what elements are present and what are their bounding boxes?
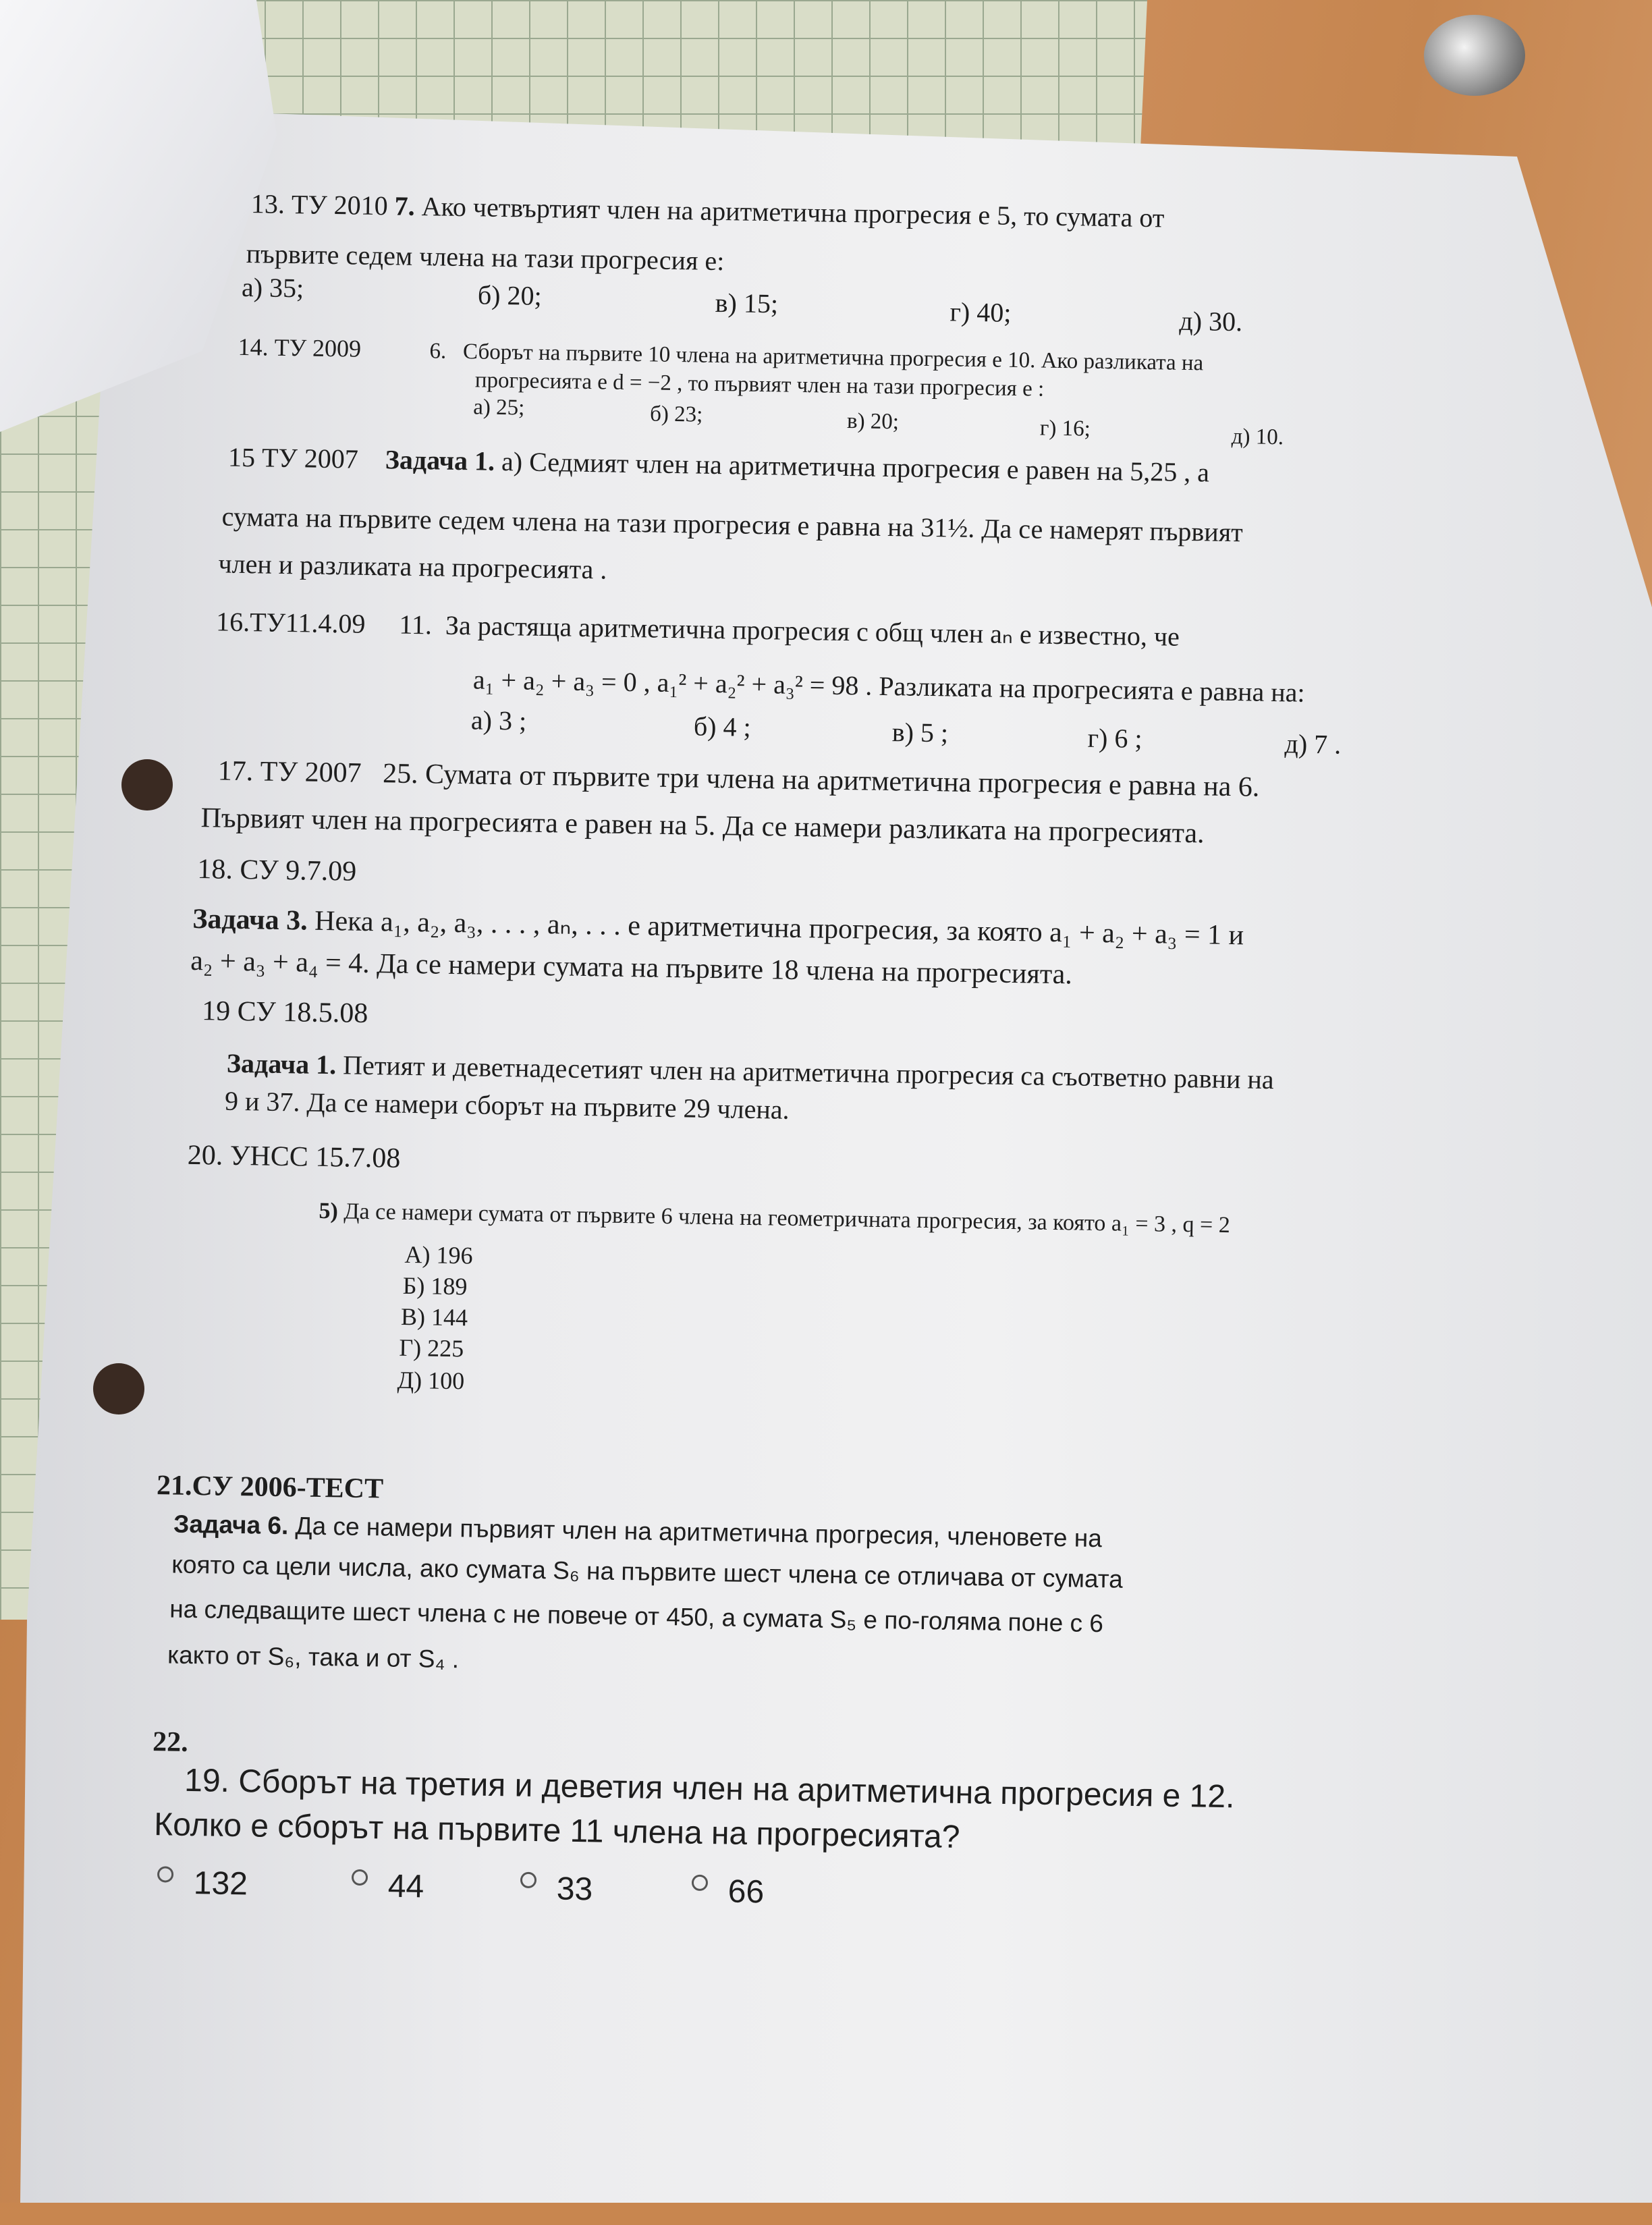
- problem-text: 9 и 37. Да се намери сборът на първите 29 члена.: [224, 1085, 790, 1125]
- problem-source: 18. СУ 9.7.09: [197, 854, 357, 887]
- answer-b: Б) 189: [402, 1271, 468, 1300]
- answer-d: д) 10.: [1231, 424, 1284, 450]
- problem-19: [227, 1049, 1274, 1094]
- problem-text: Нека a₁, a₂, a₃, . . . , aₙ, . . . е аритметична прогресия, за която a₁ + a₂ + a₃ = 1 и: [314, 905, 1244, 952]
- problem-text: прогресията е d = −2 , то първият член на тази прогресия е :: [474, 368, 1045, 402]
- answer-d: Д) 100: [397, 1366, 465, 1395]
- problem-16: [216, 607, 1180, 651]
- option-label: 132: [193, 1865, 248, 1902]
- problem-source: 13. ТУ 2010: [250, 188, 389, 221]
- problem-13: [251, 190, 1165, 232]
- problem-source: 21.СУ 2006-ТЕСТ: [156, 1470, 384, 1505]
- problem-20: [319, 1199, 1230, 1238]
- problem-text: на следващите шест члена с не повече от 450, а сумата S₅ е по-голяма поне с 6: [169, 1595, 1104, 1638]
- radio-icon[interactable]: [692, 1875, 708, 1891]
- option-label: 66: [727, 1873, 765, 1911]
- option-66[interactable]: [691, 1875, 764, 1910]
- radio-icon[interactable]: [520, 1872, 536, 1888]
- option-132[interactable]: [157, 1866, 248, 1901]
- answer-a: А) 196: [404, 1240, 473, 1269]
- problem-source: 16.ТУ11.4.09: [215, 606, 366, 639]
- problem-text: първите седем члена на тази прогресия е:: [246, 238, 725, 277]
- problem-text: Колко е сборът на първите 11 члена на прогресията?: [153, 1807, 960, 1855]
- option-44[interactable]: [351, 1869, 424, 1904]
- problem-text: а) Седмият член на аритметична прогресия е равен на 5,25 , а: [501, 446, 1210, 488]
- problem-text: която са цели числа, ако сумата S₆ на първите шест члена се отличава от сумата: [171, 1550, 1124, 1593]
- problem-source: 14. ТУ 2009: [238, 333, 362, 362]
- task-label: Задача 3.: [192, 903, 308, 937]
- answer-g: г) 40;: [949, 296, 1012, 328]
- problem-text: Петият и деветнадесетият член на аритметична прогресия са съответно равни на: [342, 1049, 1274, 1095]
- problem-21: [173, 1512, 1102, 1552]
- problem-equation: a₁ + a₂ + a₃ = 0 , a₁² + a₂² + a₃² = 98 . Разликата на прогресията е равна на:: [472, 664, 1305, 708]
- answer-g: Г) 225: [399, 1334, 464, 1363]
- problem-text: За растяща аритметична прогресия с общ член aₙ е известно, че: [445, 609, 1180, 652]
- problem-text: Да се намери сумата от първите 6 члена на геометричната прогресия, за която a₁ = 3 , q = 2: [343, 1199, 1231, 1238]
- problem-number: 25.: [382, 758, 419, 790]
- problem-number: 7.: [394, 190, 416, 221]
- problem-15: [228, 443, 1210, 487]
- answer-a: а) 35;: [241, 271, 304, 304]
- problem-text: a₂ + a₃ + a₄ = 4. Да се намери сумата на първите 18 члена на прогресията.: [190, 945, 1073, 991]
- answer-a: а) 3 ;: [470, 705, 527, 736]
- problem-text: Сборът на първите 10 члена на аритметична прогресия е 10. Ако разликата на: [462, 339, 1204, 376]
- answer-v: в) 5 ;: [891, 717, 949, 748]
- problem-text: член и разликата на прогресията .: [218, 548, 607, 585]
- problem-text: Сумата от първите три члена на аритметична прогресия е равна на 6.: [424, 759, 1260, 803]
- problem-text: както от S₆, така и от S₄ .: [167, 1641, 460, 1674]
- answer-d: д) 30.: [1179, 305, 1243, 337]
- problem-source: 20. УНСС 15.7.08: [187, 1139, 401, 1174]
- problem-number: 11.: [399, 609, 433, 640]
- problem-number: 5): [319, 1198, 339, 1224]
- problem-source: 19 СУ 18.5.08: [201, 995, 368, 1029]
- task-label: Задача 1.: [385, 444, 495, 476]
- problem-text: 19. Сборът на третия и деветия член на аритметична прогресия е 12.: [184, 1762, 1235, 1815]
- option-label: 44: [387, 1868, 424, 1905]
- problem-text: Да се намери първият член на аритметична прогресия, членовете на: [295, 1512, 1103, 1553]
- answer-b: б) 4 ;: [693, 711, 752, 742]
- problem-source: 17. ТУ 2007: [217, 755, 362, 789]
- problem-17: [217, 756, 1259, 802]
- answer-v: В) 144: [400, 1302, 468, 1331]
- answer-b: б) 23;: [649, 402, 703, 427]
- option-label: 33: [556, 1871, 593, 1908]
- task-label: Задача 6.: [173, 1510, 289, 1540]
- problem-source: 15 ТУ 2007: [227, 441, 359, 474]
- answer-g: г) 16;: [1039, 416, 1091, 441]
- answer-g: г) 6 ;: [1087, 722, 1142, 754]
- radio-icon[interactable]: [157, 1866, 173, 1882]
- problem-text: Първият член на прогресията е равен на 5. Да се намери разликата на прогресията.: [200, 802, 1205, 850]
- problem-text: Ако четвъртият член на аритметична прогресия е 5, то сумата от: [421, 191, 1165, 234]
- problem-18: [192, 904, 1244, 951]
- answer-d: д) 7 .: [1284, 728, 1342, 760]
- option-33[interactable]: [520, 1872, 593, 1907]
- task-label: Задача 1.: [226, 1047, 337, 1080]
- answer-a: а) 25;: [473, 395, 525, 420]
- answer-v: в) 20;: [846, 409, 900, 435]
- answer-v: в) 15;: [715, 287, 779, 319]
- problem-text: сумата на първите седем члена на тази прогресия е равна на 31½. Да се намерят първият: [221, 501, 1244, 548]
- answer-b: б) 20;: [477, 279, 543, 311]
- problem-number: 6.: [429, 339, 447, 364]
- problem-source: 22.: [152, 1726, 189, 1758]
- radio-icon[interactable]: [352, 1869, 368, 1886]
